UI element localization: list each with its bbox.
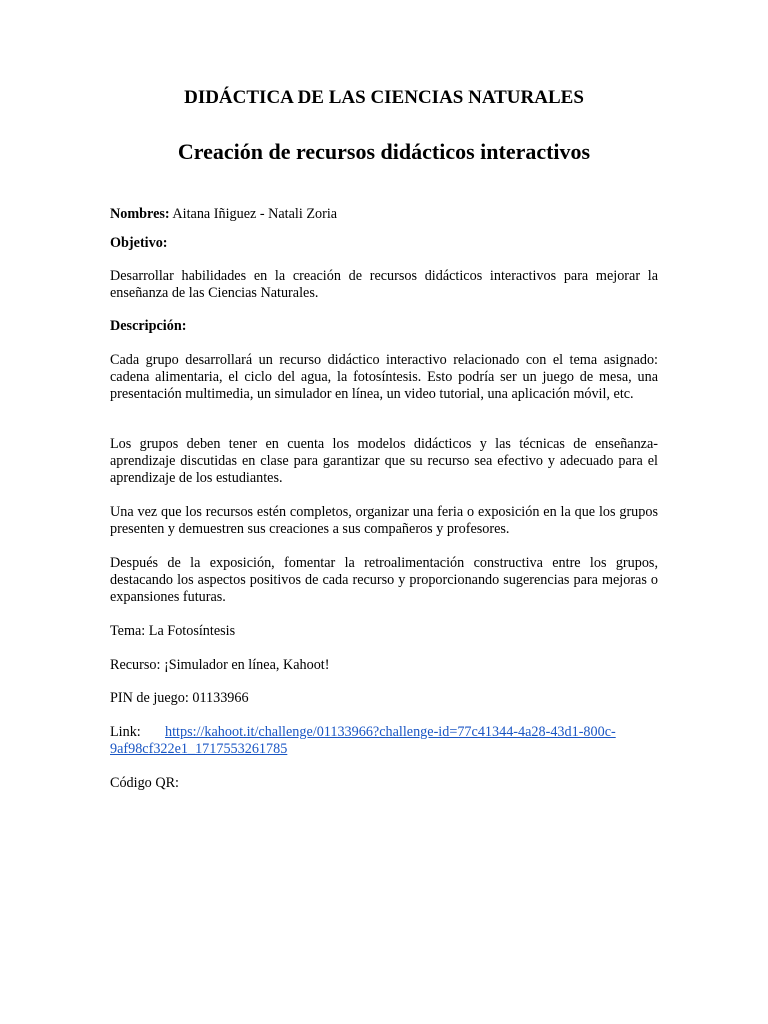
description-paragraph-3: Una vez que los recursos estén completos, organizar una feria o exposición en la que los grupos presenten y demuestren sus creaciones a sus compañeros y profesores. [110,504,658,537]
names-label: Nombres: [110,206,170,222]
document-title: DIDÁCTICA DE LAS CIENCIAS NATURALES [184,87,584,108]
description-label: Descripción: [110,318,187,334]
document-subtitle: Creación de recursos didácticos interactivos [177,139,591,164]
objective-text: Desarrollar habilidades en la creación de recursos didácticos interactivos para mejorar la enseñanza de las Ciencias Naturales. [110,268,658,301]
description-paragraph-4: Después de la exposición, fomentar la retroalimentación constructiva entre los grupos, destacando los aspectos positivos de cada recurso y proporcionando sugerencias para mejoras o expansiones futuras. [110,555,658,605]
names-value: Aitana Iñiguez - Natali Zoria [169,206,338,222]
objective-label: Objetivo: [110,235,168,251]
pin-line: PIN de juego: 01133966 [110,690,249,706]
recurso-line: Recurso: ¡Simulador en línea, Kahoot! [110,657,330,673]
link-line [110,724,658,758]
link-label: Link: [110,724,141,740]
tema-line: Tema: La Fotosíntesis [110,623,236,639]
names-line [110,206,658,223]
kahoot-challenge-link[interactable]: https://kahoot.it/challenge/01133966?challenge-id=77c41344-4a28-43d1-800c-9af98cf322e1_1717553261785 [110,724,616,757]
description-paragraph-2: Los grupos deben tener en cuenta los modelos didácticos y las técnicas de enseñanza-aprendizaje discutidas en clase para garantizar que su recurso sea efectivo y adecuado para el aprendizaje de los estudiantes. [110,436,658,486]
qr-code-label: Código QR: [110,775,179,791]
description-paragraph-1: Cada grupo desarrollará un recurso didáctico interactivo relacionado con el tema asignado: cadena alimentaria, el ciclo del agua, la fotosíntesis. Esto podría ser un juego de mesa, una presentación multimedia, un simulador en línea, un video tutorial, una aplicación móvil, etc. [110,352,658,402]
